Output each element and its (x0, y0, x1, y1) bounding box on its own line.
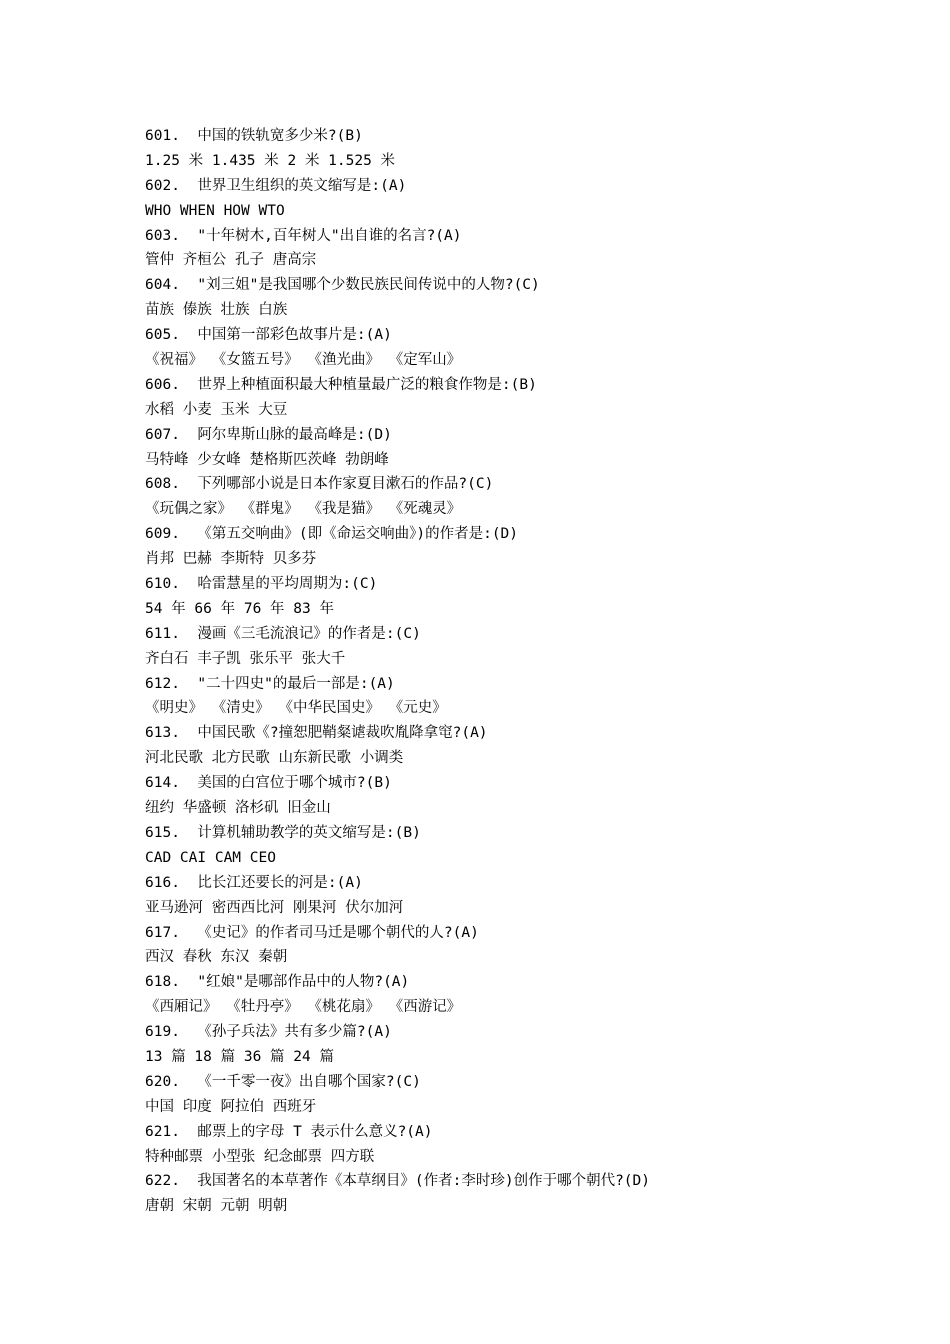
answer-options: 《祝福》 《女篮五号》 《渔光曲》 《定军山》 (145, 352, 462, 369)
question-text: 610. 哈雷慧星的平均周期为:(C) (145, 576, 378, 593)
answer-options: CAD CAI CAM CEO (145, 849, 276, 866)
answer-options: 齐白石 丰子凯 张乐平 张大千 (145, 650, 346, 667)
question-text: 616. 比长江还要长的河是:(A) (145, 874, 363, 891)
answer-options: 肖邦 巴赫 李斯特 贝多芬 (145, 551, 317, 568)
answer-options: 纽约 华盛顿 洛杉矶 旧金山 (145, 800, 331, 817)
question-text: 609. 《第五交响曲》(即《命运交响曲》)的作者是:(D) (145, 526, 519, 543)
answer-options: 《西厢记》 《牡丹亭》 《桃花扇》 《西游记》 (145, 999, 462, 1016)
question-text: 605. 中国第一部彩色故事片是:(A) (145, 327, 392, 344)
answer-options: 13 篇 18 篇 36 篇 24 篇 (145, 1048, 334, 1065)
question-text: 620. 《一千零一夜》出自哪个国家?(C) (145, 1073, 421, 1090)
question-text: 614. 美国的白宫位于哪个城市?(B) (145, 775, 392, 792)
answer-options: 苗族 傣族 壮族 白族 (145, 302, 288, 319)
answer-options: 唐朝 宋朝 元朝 明朝 (145, 1198, 288, 1215)
answer-options: 水稻 小麦 玉米 大豆 (145, 401, 288, 418)
question-text: 611. 漫画《三毛流浪记》的作者是:(C) (145, 625, 421, 642)
question-text: 612. "二十四史"的最后一部是:(A) (145, 675, 395, 692)
question-text: 617. 《史记》的作者司马迁是哪个朝代的人?(A) (145, 924, 479, 941)
question-text: 604. "刘三姐"是我国哪个少数民族民间传说中的人物?(C) (145, 277, 540, 294)
question-text: 602. 世界卫生组织的英文缩写是:(A) (145, 177, 407, 194)
question-text: 603. "十年树木,百年树人"出自谁的名言?(A) (145, 227, 462, 244)
question-text: 606. 世界上种植面积最大种植量最广泛的粮食作物是:(B) (145, 376, 537, 393)
answer-options: 《明史》 《清史》 《中华民国史》 《元史》 (145, 700, 447, 717)
question-text: 621. 邮票上的字母 T 表示什么意义?(A) (145, 1123, 433, 1140)
answer-options: 特种邮票 小型张 纪念邮票 四方联 (145, 1148, 375, 1165)
answer-options: 1.25 米 1.435 米 2 米 1.525 米 (145, 152, 396, 169)
document-page (145, 124, 905, 1219)
answer-options: 中国 印度 阿拉伯 西班牙 (145, 1098, 317, 1115)
question-text: 607. 阿尔卑斯山脉的最高峰是:(D) (145, 426, 392, 443)
answer-options: 亚马逊河 密西西比河 刚果河 伏尔加河 (145, 899, 404, 916)
answer-options: 《玩偶之家》 《群鬼》 《我是猫》 《死魂灵》 (145, 501, 462, 518)
question-text: 615. 计算机辅助教学的英文缩写是:(B) (145, 824, 421, 841)
question-text: 618. "红娘"是哪部作品中的人物?(A) (145, 974, 410, 991)
answer-options: 河北民歌 北方民歌 山东新民歌 小调类 (145, 750, 404, 767)
question-text: 619. 《孙子兵法》共有多少篇?(A) (145, 1024, 392, 1041)
question-text: 622. 我国著名的本草著作《本草纲目》(作者:李时珍)创作于哪个朝代?(D) (145, 1173, 650, 1190)
question-text: 613. 中国民歌《?撞恕肥鞘粲谑裁吹胤降拿窀?(A) (145, 725, 488, 742)
answer-options: 54 年 66 年 76 年 83 年 (145, 600, 334, 617)
answer-options: 马特峰 少女峰 楚格斯匹茨峰 勃朗峰 (145, 451, 389, 468)
answer-options: 西汉 春秋 东汉 秦朝 (145, 949, 288, 966)
question-text: 608. 下列哪部小说是日本作家夏目漱石的作品?(C) (145, 476, 494, 493)
question-text: 601. 中国的铁轨宽多少米?(B) (145, 128, 363, 144)
answer-options: WHO WHEN HOW WTO (145, 202, 285, 219)
answer-options: 管仲 齐桓公 孔子 唐高宗 (145, 252, 317, 269)
